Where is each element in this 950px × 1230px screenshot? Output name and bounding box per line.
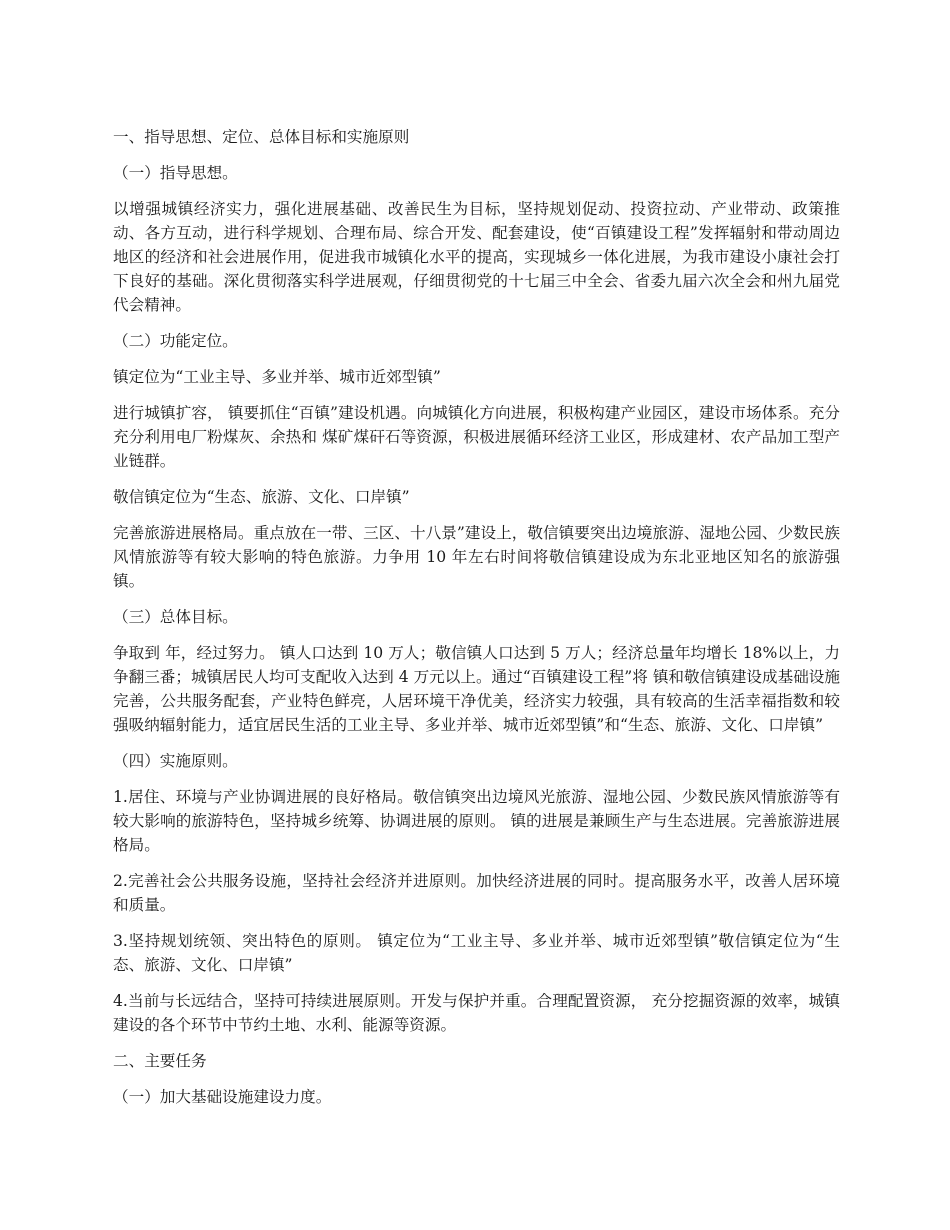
paragraph-principle-2: 2.完善社会公共服务设施，坚持社会经济并进原则。加快经济进展的同时。提高服务水平，改善人居环境和质量。 bbox=[113, 872, 840, 914]
paragraph-principle-4: 4.当前与长远结合，坚持可持续进展原则。开发与保护并重。合理配置资源， 充分挖掘资源的效率，城镇建设的各个环节中节约土地、水利、能源等资源。 bbox=[113, 992, 840, 1034]
section-heading-1: 一、指导思想、定位、总体目标和实施原则 bbox=[113, 128, 410, 146]
paragraph-principle-1: 1.居住、环境与产业协调进展的良好格局。敬信镇突出边境风光旅游、湿地公园、少数民族风情旅游等有较大影响的旅游特色，坚持城乡统筹、协调进展的原则。 镇的进展是兼顾生产与生态进展。完善旅游进展格局。 bbox=[113, 788, 840, 854]
paragraph-principle-3: 3.坚持规划统领、突出特色的原则。 镇定位为“工业主导、多业并举、城市近郊型镇”敬信镇定位为“生态、旅游、文化、口岸镇” bbox=[113, 932, 840, 974]
subheading-principles: （四）实施原则。 bbox=[113, 752, 238, 770]
paragraph-town-positioning: 镇定位为“工业主导、多业并举、城市近郊型镇” bbox=[113, 368, 441, 386]
section-heading-2: 二、主要任务 bbox=[113, 1052, 207, 1070]
subheading-function-positioning: （二）功能定位。 bbox=[113, 332, 238, 350]
paragraph-tourism-layout: 完善旅游进展格局。重点放在一带、三区、十八景”建设上，敬信镇要突出边境旅游、湿地公园、少数民族风情旅游等有较大影响的特色旅游。力争用 10 年左右时间将敬信镇建设成为东北亚地区知名的旅游强镇。 bbox=[113, 524, 840, 590]
subheading-guiding-ideology: （一）指导思想。 bbox=[113, 164, 238, 182]
document-page bbox=[113, 125, 840, 1121]
subheading-overall-goals: （三）总体目标。 bbox=[113, 608, 238, 626]
subheading-infrastructure: （一）加大基础设施建设力度。 bbox=[113, 1088, 332, 1106]
paragraph-overall-goals: 争取到 年，经过努力。 镇人口达到 10 万人；敬信镇人口达到 5 万人；经济总量年均增长 18%以上，力争翻三番；城镇居民人均可支配收入达到 4 万元以上。通过“百镇建设工程”将 镇和敬信镇建设成基础设施完善，公共服务配套，产业特色鲜亮，人居环境干净优美，经济实力较强，具有较高的生活幸福指数和较强吸纳辐射能力，适宜居民生活的工业主导、多业并举、城市近郊型镇”和“生态、旅游、文化、口岸镇” bbox=[113, 644, 840, 734]
paragraph-town-expansion: 进行城镇扩容， 镇要抓住“百镇”建设机遇。向城镇化方向进展，积极构建产业园区，建设市场体系。充分充分利用电厂粉煤灰、余热和 煤矿煤矸石等资源，积极进展循环经济工业区，形成建材、农产品加工型产业链群。 bbox=[113, 404, 840, 470]
paragraph-guiding-ideology: 以增强城镇经济实力，强化进展基础、改善民生为目标，坚持规划促动、投资拉动、产业带动、政策推动、各方互动，进行科学规划、合理布局、综合开发、配套建设，使“百镇建设工程”发挥辐射和带动周边地区的经济和社会进展作用，促进我市城镇化水平的提高，实现城乡一体化进展，为我市建设小康社会打下良好的基础。深化贯彻落实科学进展观，仔细贯彻党的十七届三中全会、省委九届六次全会和州九届党代会精神。 bbox=[113, 200, 840, 314]
paragraph-jingxin-positioning: 敬信镇定位为“生态、旅游、文化、口岸镇” bbox=[113, 488, 410, 506]
